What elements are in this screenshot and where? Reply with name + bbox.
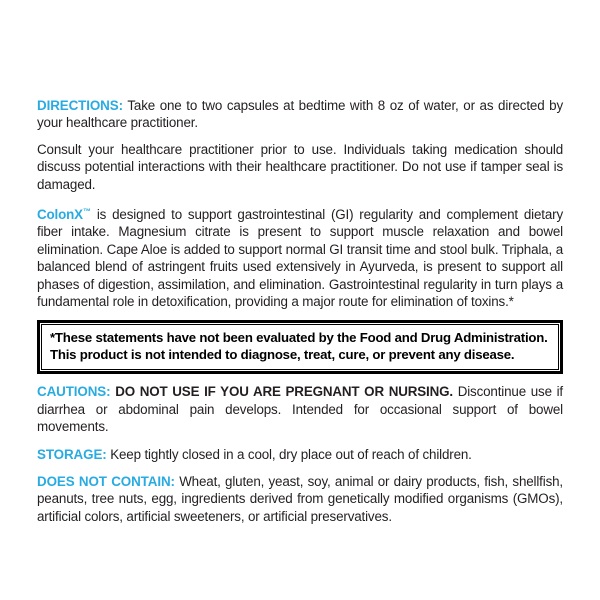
cautions-warning-text: DO NOT USE IF YOU ARE PREGNANT OR NURSING. bbox=[110, 384, 453, 400]
brand-name bbox=[37, 207, 91, 222]
cautions-section bbox=[37, 383, 563, 435]
directions-section bbox=[37, 97, 563, 132]
trademark-symbol: ™ bbox=[82, 207, 91, 217]
storage-section bbox=[37, 446, 563, 463]
consult-practitioner-text: Consult your healthcare practitioner prior to use. Individuals taking medication should discuss potential interactions with their healthcare practitioner. Do not use if tamper seal is damaged. bbox=[37, 141, 563, 192]
supplement-label-panel bbox=[37, 97, 563, 525]
directions-heading: DIRECTIONS: bbox=[37, 98, 123, 113]
directions-text: Take one to two capsules at bedtime with 8 oz of water, or as directed by your healthcare practitioner. bbox=[37, 98, 563, 131]
does-not-contain-text: Wheat, gluten, yeast, soy, animal or dairy products, fish, shellfish, peanuts, tree nuts, egg, ingredients derived from genetically modified organisms (GMOs), artificial colors, artificial sweeteners, or artificial preservatives. bbox=[37, 473, 563, 524]
fda-disclaimer-line-2: This product is not intended to diagnose, treat, cure, or prevent any disease. bbox=[50, 346, 515, 362]
cautions-text: Discontinue use if diarrhea or abdominal pain develops. Intended for occasional support of bowel movements. bbox=[37, 384, 563, 435]
cautions-heading: CAUTIONS: bbox=[37, 384, 111, 400]
fda-disclaimer-line-1: *These statements have not been evaluated by the Food and Drug Administration. bbox=[50, 330, 548, 346]
fda-disclaimer-box bbox=[37, 320, 563, 374]
product-description-section bbox=[37, 203, 563, 310]
product-description-text: is designed to support gastrointestinal (GI) regularity and complement dietary fiber intake. Magnesium citrate is present to support muscle relaxation and bowel elimination. Cape Aloe is added to support normal GI transit time and stool bulk. Triphala, a balanced blend of astringent fruits used extensively in Ayurveda, is present to support all phases of digestion, assimilation, and elimination. Gastrointestinal regularity in turn plays a fundamental role in detoxification, providing a major route for elimination of toxins.* bbox=[37, 207, 563, 310]
storage-heading: STORAGE: bbox=[37, 446, 107, 462]
brand-name-text: ColonX bbox=[37, 207, 83, 223]
storage-text: Keep tightly closed in a cool, dry place out of reach of children. bbox=[106, 446, 472, 462]
consult-practitioner-section bbox=[37, 141, 563, 193]
fda-disclaimer-inner-frame bbox=[41, 324, 559, 370]
does-not-contain-heading: DOES NOT CONTAIN: bbox=[37, 473, 175, 489]
does-not-contain-section bbox=[37, 473, 563, 525]
